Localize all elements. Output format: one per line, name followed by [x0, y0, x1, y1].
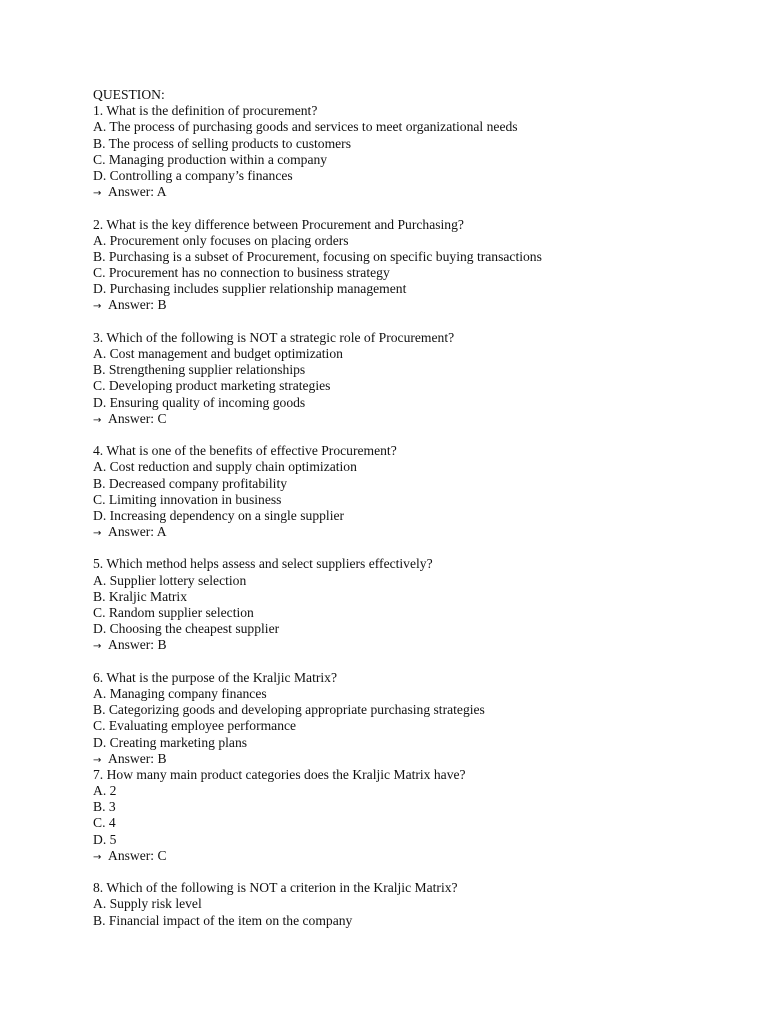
option: A. Cost reduction and supply chain optimization — [93, 459, 357, 475]
answer-text: Answer: A — [108, 524, 167, 540]
option: B. Strengthening supplier relationships — [93, 362, 306, 378]
option: B. Purchasing is a subset of Procurement, focusing on specific buying transactions — [93, 248, 542, 264]
answer-line — [93, 184, 733, 200]
option: D. Creating marketing plans — [93, 734, 248, 750]
answer-line — [93, 411, 733, 427]
answer-line — [93, 297, 733, 313]
question-block — [93, 330, 733, 427]
option: C. 4 — [93, 815, 116, 831]
question-block — [93, 443, 733, 540]
option: A. Managing company finances — [93, 685, 267, 701]
option: C. Evaluating employee performance — [93, 718, 297, 734]
answer-line — [93, 848, 733, 864]
option: C. Random supplier selection — [93, 605, 254, 620]
answer-text: Answer: C — [108, 847, 167, 863]
spacer — [93, 200, 733, 216]
option: A. Supplier lottery selection — [93, 572, 247, 588]
option: C. Managing production within a company — [93, 151, 328, 167]
option: A. 2 — [93, 783, 117, 799]
question-text: 8. Which of the following is NOT a criterion in the Kraljic Matrix? — [93, 880, 458, 896]
answer-line — [93, 751, 733, 767]
option: B. 3 — [93, 799, 116, 815]
option: C. Limiting innovation in business — [93, 491, 282, 507]
arrow-icon: → — [93, 414, 102, 426]
option: D. Controlling a company’s finances — [93, 167, 293, 183]
answer-text: Answer: B — [108, 750, 167, 766]
question-block — [93, 670, 733, 767]
arrow-icon: → — [93, 754, 102, 766]
option: B. Kraljic Matrix — [93, 588, 188, 604]
question-block — [93, 217, 733, 314]
question-text: 7. How many main product categories does the Kraljic Matrix have? — [93, 766, 466, 782]
answer-text: Answer: A — [108, 184, 167, 200]
question-text: 2. What is the key difference between Procurement and Purchasing? — [93, 216, 464, 232]
option: D. Ensuring quality of incoming goods — [93, 394, 306, 410]
option: D. Choosing the cheapest supplier — [93, 621, 280, 637]
question-block — [93, 103, 733, 200]
spacer — [93, 427, 733, 443]
spacer — [93, 540, 733, 556]
option: D. Increasing dependency on a single supplier — [93, 507, 345, 523]
arrow-icon: → — [93, 641, 102, 653]
spacer — [93, 864, 733, 880]
answer-line — [93, 637, 733, 653]
option: B. The process of selling products to customers — [93, 135, 351, 151]
answer-text: Answer: B — [108, 637, 167, 653]
document-body — [93, 87, 733, 929]
answer-text: Answer: C — [108, 410, 167, 426]
arrow-icon: → — [93, 528, 102, 540]
arrow-icon: → — [93, 301, 102, 313]
option: A. Procurement only focuses on placing orders — [93, 232, 349, 248]
option: C. Developing product marketing strategies — [93, 378, 331, 394]
option: C. Procurement has no connection to business strategy — [93, 265, 390, 281]
spacer — [93, 314, 733, 330]
question-text: 6. What is the purpose of the Kraljic Matrix? — [93, 669, 337, 685]
option: A. Supply risk level — [93, 896, 202, 912]
arrow-icon: → — [93, 851, 102, 863]
answer-line — [93, 524, 733, 540]
question-block — [93, 556, 733, 653]
option: B. Financial impact of the item on the company — [93, 912, 353, 928]
answer-text: Answer: B — [108, 297, 167, 313]
option: A. The process of purchasing goods and services to meet organizational needs — [93, 119, 518, 135]
option: D. 5 — [93, 831, 117, 847]
question-text: 4. What is one of the benefits of effective Procurement? — [93, 443, 397, 459]
option: B. Categorizing goods and developing appropriate purchasing strategies — [93, 702, 485, 718]
question-text: 3. Which of the following is NOT a strategic role of Procurement? — [93, 329, 455, 345]
arrow-icon: → — [93, 188, 102, 200]
heading: QUESTION: — [93, 87, 165, 102]
question-text: 1. What is the definition of procurement? — [93, 103, 318, 119]
spacer — [93, 654, 733, 670]
option: D. Purchasing includes supplier relationship management — [93, 281, 407, 297]
option: B. Decreased company profitability — [93, 475, 288, 491]
question-text: 5. Which method helps assess and select suppliers effectively? — [93, 556, 433, 572]
option: A. Cost management and budget optimization — [93, 346, 343, 361]
question-block — [93, 767, 733, 864]
question-block — [93, 880, 733, 929]
